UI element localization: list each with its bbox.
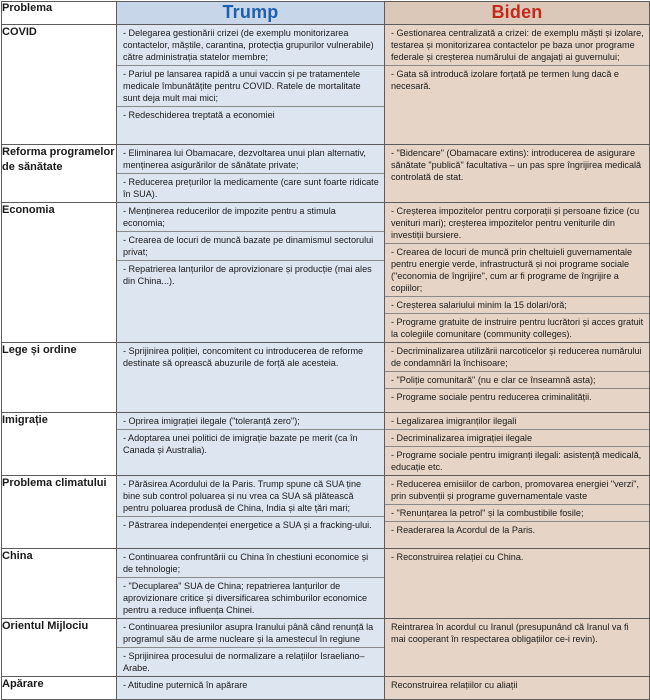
problem-cell: Reforma programelor de sănătate (2, 145, 117, 203)
table-row (2, 25, 650, 145)
trump-item: - Oprirea imigrației ilegale ("toleranță zero"); (117, 413, 384, 430)
comparison-table (1, 1, 650, 700)
trump-cell (117, 413, 385, 476)
biden-item: - Reconstruirea relației cu China. (391, 552, 524, 562)
trump-item: - Repatrierea lanțurilor de aprovizionare și producție (mai ales din China...). (123, 264, 372, 286)
biden-item: - Crearea de locuri de muncă prin cheltuieli guvernamentale pentru energie verde, infrastructură și noi programe sociale ("economia de îngrijire", cum ar fi programe de îngrijire a copiilor; (385, 244, 649, 297)
trump-item: - Sprijinirea poliției, concomitent cu introducerea de reforme destinate să oprească abuzurile de forță ale acesteia. (123, 346, 364, 368)
biden-item: - Creșterea salariului minim la 15 dolari/oră; (385, 297, 649, 314)
biden-cell (385, 343, 650, 413)
trump-item: - Eliminarea lui Obamacare, dezvoltarea unui plan alternativ, menținerea asigurărilor de sănătate private; (117, 145, 384, 174)
problem-cell: Apărare (2, 677, 117, 700)
header-trump: Trump (117, 2, 385, 25)
trump-cell (117, 549, 385, 619)
trump-item: - Continuarea presiunilor asupra Iranului până când renunță la programul său de arme nucleare și la amestecul în regiune (117, 619, 384, 648)
table-row (2, 203, 650, 343)
biden-item: - Decriminalizarea utilizării narcoticelor și reducerea numărului de condamnări la închisoare; (385, 343, 649, 372)
trump-cell (117, 25, 385, 145)
biden-item: - Readerarea la Acordul de la Paris. (391, 525, 536, 535)
trump-item: - Părăsirea Acordului de la Paris. Trump spune că SUA ține bine sub control poluarea și nu vrea ca SUA să plătească pentru poluarea produsă de China, India și alte țări mari; (117, 476, 384, 517)
biden-cell (385, 203, 650, 343)
problem-cell: Economia (2, 203, 117, 343)
table-row (2, 343, 650, 413)
biden-item: Reintrarea în acordul cu Iranul (presupunând că Iranul va fi mai cooperant în respectarea obligațiilor ce-i revin). (391, 622, 629, 644)
trump-item: - Sprijinirea procesului de normalizare a relațiilor Israeliano–Arabe. (123, 651, 365, 673)
trump-cell (117, 619, 385, 677)
table-body (2, 25, 650, 700)
table-row (2, 413, 650, 476)
trump-item: - Adoptarea unei politici de imigrație bazate pe merit (ca în Canada și Australia). (123, 433, 358, 455)
biden-item: - Reducerea emisiilor de carbon, promovarea energiei "verzi", prin subvenții și programe guvernamentale vaste (385, 476, 649, 505)
biden-item: - Programe sociale pentru reducerea criminalității. (391, 392, 592, 402)
table-row (2, 677, 650, 700)
trump-item: - Delegarea gestionării crizei (de exemplu monitorizarea contactelor, măștile, carantina, protecția grupurilor vulnerabile) către administrația statelor membre; (117, 25, 384, 66)
trump-item: - Crearea de locuri de muncă bazate pe dinamismul sectorului privat; (117, 232, 384, 261)
problem-cell: COVID (2, 25, 117, 145)
trump-item: - Redeschiderea treptată a economiei (123, 110, 275, 120)
trump-item: - Menținerea reducerilor de impozite pentru a stimula economia; (117, 203, 384, 232)
biden-cell (385, 25, 650, 145)
biden-item: - "Renunțarea la petrol" și la combustibile fosile; (385, 505, 649, 522)
trump-cell (117, 677, 385, 700)
header-biden: Biden (385, 2, 650, 25)
biden-item: - Legalizarea imigranților ilegali (385, 413, 649, 430)
biden-item: - Programe sociale pentru imigranți ilegali: asistență medicală, educație etc. (391, 450, 642, 472)
trump-item: - Atitudine puternică în apărare (123, 680, 248, 690)
trump-item: - Pariul pe lansarea rapidă a unui vaccin și pe tratamentele medicale îmbunătățite pentru COVID. Ratele de mortalitate sunt deja mult mai mici; (117, 66, 384, 107)
table-row (2, 619, 650, 677)
table-row (2, 549, 650, 619)
biden-cell (385, 413, 650, 476)
table-row (2, 476, 650, 549)
biden-cell (385, 476, 650, 549)
header-problem: Problema (2, 2, 117, 25)
trump-cell (117, 145, 385, 203)
trump-cell (117, 343, 385, 413)
biden-item: - Gestionarea centralizată a crizei: de exemplu măști și izolare, testarea și monitorizarea contactelor pe baza unor programe federale și creșterea numărului de angajați ai guvernului; (385, 25, 649, 66)
biden-item: - Decriminalizarea imigrației ilegale (385, 430, 649, 447)
trump-item: - Păstrarea independenței energetice a SUA și a fracking-ului. (123, 520, 372, 530)
biden-cell (385, 677, 650, 700)
trump-item: - Continuarea confruntării cu China în chestiuni economice și de tehnologie; (117, 549, 384, 578)
problem-cell: Lege și ordine (2, 343, 117, 413)
trump-item: - Reducerea prețurilor la medicamente (care sunt foarte ridicate în SUA). (123, 177, 379, 199)
biden-cell (385, 619, 650, 677)
problem-cell: Imigrație (2, 413, 117, 476)
trump-cell (117, 476, 385, 549)
trump-item: - "Decuplarea" SUA de China; repatrierea lanțurilor de aprovizionare critice și diversificarea schimburilor economice pentru a reduce influența Chinei. (123, 581, 368, 615)
biden-item: - Creșterea impozitelor pentru corporații și persoane fizice (cu venituri mari); creșterea impozitelor pentru veniturile din investiții bursiere. (385, 203, 649, 244)
biden-item: - "Poliție comunitară" (nu e clar ce înseamnă asta); (385, 372, 649, 389)
problem-cell: Orientul Mijlociu (2, 619, 117, 677)
header-row (2, 2, 650, 25)
problem-cell: China (2, 549, 117, 619)
biden-item: - Gata să introducă izolare forțată pe termen lung dacă e necesară. (391, 69, 619, 91)
biden-cell (385, 549, 650, 619)
biden-item: - "Bidencare" (Obamacare extins): introducerea de asigurare sănătate "publică" facultativa – un pas spre îngrijirea medicală controlată de stat. (391, 148, 642, 182)
problem-cell: Problema climatului (2, 476, 117, 549)
trump-cell (117, 203, 385, 343)
biden-item: Reconstruirea relațiilor cu aliații (391, 680, 518, 690)
table-row (2, 145, 650, 203)
biden-cell (385, 145, 650, 203)
biden-item: - Programe gratuite de instruire pentru lucrători și acces gratuit la colegiile comunitare (community colleges). (391, 317, 644, 339)
